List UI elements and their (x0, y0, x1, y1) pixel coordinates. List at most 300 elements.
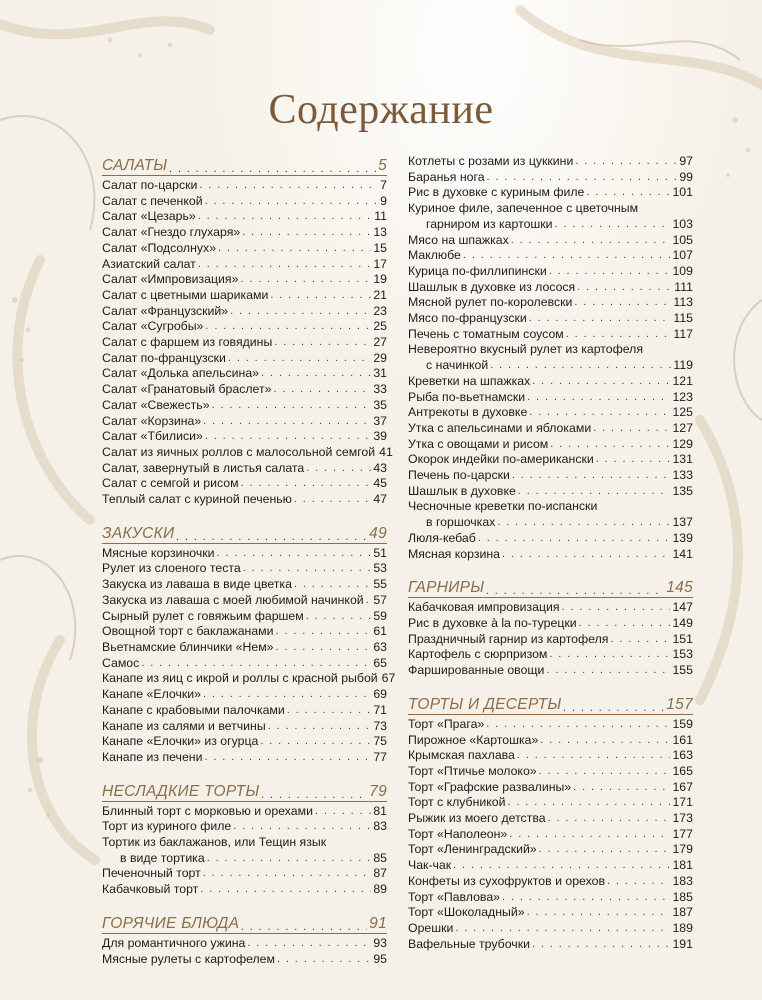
section-heading (102, 780, 387, 802)
toc-entry-title: Конфеты из сухофруктов и орехов (408, 873, 605, 888)
toc-entry-page: 15 (373, 240, 387, 255)
leader-dots (593, 421, 670, 437)
toc-entry-page: 93 (373, 935, 387, 950)
toc-entry-page: 99 (679, 169, 693, 184)
toc-entry-continuation (408, 217, 693, 233)
toc-entry-title: Сырный рулет с говяжьим фаршем (102, 608, 304, 623)
toc-entry-page: 189 (672, 920, 693, 935)
section-gap (102, 898, 387, 912)
toc-entry-title: Салат «Сугробы» (102, 319, 204, 334)
toc-entry (408, 405, 693, 421)
toc-entry-row (408, 390, 693, 406)
toc-entry (408, 390, 693, 406)
toc-entry-row (408, 921, 693, 937)
toc-entry-row (102, 288, 387, 304)
toc-entry-row (102, 461, 387, 477)
page-title: Содержание (268, 87, 494, 133)
toc-column-left (102, 154, 396, 967)
leader-dots (217, 546, 372, 562)
toc-entry (408, 600, 693, 616)
section-gap (408, 679, 693, 693)
toc-entry-title: Салат «Гранатовый браслет» (102, 382, 272, 397)
toc-entry-title: Шашлык в духовке (408, 483, 516, 498)
toc-entry-page: 9 (380, 193, 387, 208)
leader-dots (294, 492, 371, 508)
section-heading-page: 5 (378, 157, 387, 174)
leader-dots (478, 531, 671, 547)
toc-entry-title: Овощной торт с баклажанами (102, 624, 274, 639)
toc-entry-page: 61 (373, 624, 387, 639)
toc-entry-page: 103 (672, 216, 693, 231)
toc-entry-title: Картофель с сюрпризом (408, 647, 548, 662)
toc-entry-title: Торт «Шоколадный» (408, 905, 525, 920)
toc-entry (102, 952, 387, 968)
toc-entry-page: 135 (672, 483, 693, 498)
toc-entry-title: Куриное филе, запеченное с цветочным (408, 201, 639, 216)
toc-entry-title: Кабачковый торт (102, 882, 199, 897)
toc-entry-title: Кабачковая импровизация (408, 600, 560, 615)
toc-entry-page: 133 (672, 468, 693, 483)
toc-entry-title: Печень по-царски (408, 468, 510, 483)
toc-entry (408, 874, 693, 890)
toc-entry-title: Курица по-филлипински (408, 263, 547, 278)
toc-entry-row (408, 374, 693, 390)
toc-entry-title: Невероятно вкусный рулет из картофеля (408, 342, 644, 357)
toc-entry (102, 178, 387, 194)
toc-entry-row (102, 671, 396, 687)
toc-entry-page: 65 (373, 655, 387, 670)
toc-entry-page: 141 (672, 546, 693, 561)
toc-entry-title: Салат по-французски (102, 350, 226, 365)
leader-dots (550, 437, 670, 453)
toc-entry-page: 181 (672, 858, 693, 873)
leader-dots (198, 257, 371, 273)
toc-entry-title: Рыба по-вьетнамски (408, 389, 526, 404)
leader-dots (198, 209, 373, 225)
toc-entry-title: Мясные корзиночки (102, 545, 215, 560)
leader-dots (529, 405, 670, 421)
toc-entry-page: 95 (373, 951, 387, 966)
toc-entry-title: Канапе из печени (102, 749, 203, 764)
toc-entry-page: 89 (373, 882, 387, 897)
toc-entry-title: Мясные рулеты с картофелем (102, 951, 275, 966)
toc-entry-row (102, 952, 387, 968)
toc-entry-row (408, 437, 693, 453)
toc-entry-page: 121 (672, 373, 693, 388)
toc-entry-row (408, 874, 693, 890)
toc-entry (102, 936, 387, 952)
toc-entry-page: 7 (380, 178, 387, 192)
toc-entry-page: 191 (672, 936, 693, 951)
leader-dots (315, 804, 371, 820)
toc-entry-page: 109 (672, 263, 693, 278)
toc-entry (102, 366, 387, 382)
toc-entry-page: 113 (673, 295, 693, 310)
toc-entry-title: Утка с апельсинами и яблоками (408, 420, 592, 435)
toc-entry-row (102, 640, 387, 656)
toc-entry-row (102, 882, 387, 898)
toc-entry-page: 137 (672, 515, 693, 530)
toc-entry-title: Салат «Импровизация» (102, 272, 239, 287)
toc-entry (408, 248, 693, 264)
leader-dots (490, 358, 671, 374)
toc-entry-page: 119 (673, 358, 693, 373)
toc-entry-page: 187 (672, 905, 693, 920)
toc-entry-title: Салат, завернутый в листья салата (102, 460, 305, 475)
toc-entry-page: 67 (381, 671, 396, 686)
toc-entry-title: Мясная корзина (408, 546, 500, 561)
toc-entry (102, 819, 387, 835)
toc-entry-row (408, 264, 693, 280)
toc-entry-title: Канапе из яиц с икрой и роллы с красной рыбой (102, 671, 378, 686)
toc-entry-title: Окорок индейки по-американски (408, 452, 594, 467)
section-heading (408, 693, 693, 715)
leader-dots (230, 304, 371, 320)
leader-dots (366, 593, 372, 609)
toc-entry (408, 154, 693, 170)
toc-entry-row (408, 531, 693, 547)
toc-entry (408, 748, 693, 764)
toc-entry-page: 31 (373, 366, 387, 381)
leader-dots (497, 515, 670, 531)
toc-entry-row (408, 547, 693, 563)
leader-dots (306, 609, 372, 625)
toc-entry-row (102, 561, 387, 577)
leader-dots (270, 288, 371, 304)
toc-entry-row (102, 304, 387, 320)
toc-entry (102, 734, 387, 750)
toc-entry-row (408, 327, 693, 343)
toc-entry (102, 444, 393, 461)
leader-dots (509, 827, 670, 843)
toc-entry-page: 179 (672, 842, 693, 857)
toc-entry-page: 19 (373, 272, 387, 287)
leader-dots (274, 335, 371, 351)
toc-entry-title: Торт «Павлова» (408, 889, 500, 904)
leader-dots (512, 468, 671, 484)
toc-entry-page: 27 (373, 335, 387, 350)
toc-entry-row (102, 382, 387, 398)
toc-entry-row (102, 866, 387, 882)
section-heading (408, 576, 693, 598)
toc-entry-row (102, 819, 387, 835)
toc-entry-title: Торт «Ленинградский» (408, 842, 537, 857)
leader-dots (566, 327, 672, 343)
toc-entry-row (102, 492, 387, 508)
section-heading-title: ЗАКУСКИ (102, 524, 175, 542)
toc-entry-row (408, 295, 693, 311)
toc-entry-page: 75 (373, 734, 387, 749)
toc-entry (408, 795, 693, 811)
toc-entry (102, 398, 387, 414)
toc-entry-row (102, 351, 387, 367)
toc-entry-row (408, 748, 693, 764)
toc-entry (102, 624, 387, 640)
toc-entry-page: 185 (672, 889, 693, 904)
toc-entry-page: 147 (672, 600, 693, 615)
toc-entry-title: Салат с семгой и рисом (102, 476, 239, 491)
toc-entry (408, 342, 693, 373)
leader-dots (276, 640, 372, 656)
leader-dots (579, 616, 671, 632)
toc-entry (102, 561, 387, 577)
toc-entry-page: 111 (674, 279, 693, 294)
toc-entry-title-cont: гарниром из картошки (426, 216, 553, 231)
toc-entry-title: Салат «Цезарь» (102, 209, 196, 224)
toc-entry (408, 201, 693, 232)
toc-entry (408, 185, 693, 201)
leader-dots (212, 398, 372, 414)
toc-entry (408, 531, 693, 547)
toc-section (102, 522, 396, 766)
toc-entry-title: Самос (102, 655, 140, 670)
toc-entry-title: Праздничный гарнир из картофеля (408, 631, 609, 646)
leader-dots (233, 819, 371, 835)
toc-entry-row (102, 241, 387, 257)
toc-entry-row (408, 468, 693, 484)
leader-dots (532, 937, 671, 953)
toc-entry-page: 39 (373, 429, 387, 444)
leader-dots (141, 656, 371, 672)
toc-entry (408, 890, 693, 906)
toc-entry-row (408, 905, 693, 921)
toc-entry-row (102, 272, 387, 288)
toc-entry-row (408, 185, 693, 201)
toc-entry-title: Торт из куриного филе (102, 819, 232, 834)
toc-entry (102, 750, 387, 766)
toc-entry (102, 609, 387, 625)
leader-dots (486, 717, 670, 733)
toc-entry-continuation (102, 851, 387, 867)
leader-dots (207, 851, 372, 867)
toc-entry (102, 272, 387, 288)
toc-entry-page: 123 (672, 389, 693, 404)
leader-dots (203, 414, 371, 430)
toc-entry-row (408, 311, 693, 327)
toc-entry-row (408, 421, 693, 437)
toc-entry-row (408, 170, 693, 186)
toc-entry-row (408, 717, 693, 733)
toc-entry-page: 35 (373, 397, 387, 412)
toc-entry-row (408, 647, 693, 663)
toc-entry-page: 173 (672, 811, 693, 826)
toc-entry-title: Салат «Долька апельсина» (102, 366, 260, 381)
toc-entry-page: 149 (672, 615, 693, 630)
toc-section (408, 154, 693, 562)
toc-entry-row (408, 484, 693, 500)
toc-entry-row (408, 811, 693, 827)
toc-entry-row (408, 632, 693, 648)
toc-entry (102, 241, 387, 257)
toc-entry-page: 73 (373, 718, 387, 733)
leader-dots (294, 577, 371, 593)
toc-entry-row (102, 804, 387, 820)
leader-dots (241, 476, 372, 492)
leader-dots (549, 647, 670, 663)
toc-entry-page: 105 (672, 232, 693, 247)
leader-dots (562, 600, 671, 616)
toc-entry-page: 83 (373, 819, 387, 834)
toc-entry (102, 257, 387, 273)
toc-entry-page: 167 (672, 779, 693, 794)
section-heading-page: 91 (369, 914, 387, 932)
toc-entry (102, 882, 387, 898)
toc-entry-title: Тортик из баклажанов, или Тещин язык (102, 835, 327, 850)
toc-entry (102, 866, 387, 882)
toc-entry-row (102, 577, 387, 593)
toc-entry-title: Закуска из лаваша в виде цветка (102, 577, 292, 592)
leader-dots (507, 795, 670, 811)
leader-dots (596, 452, 671, 468)
toc-entry-page: 159 (672, 716, 693, 731)
toc-entry-page: 41 (379, 444, 393, 459)
leader-dots (539, 842, 671, 858)
toc-entry (102, 319, 387, 335)
toc-entry (102, 429, 387, 445)
toc-entry-title: Салат с цветными шариками (102, 287, 269, 302)
toc-entry (102, 209, 387, 225)
toc-entry-page: 171 (672, 795, 693, 810)
toc-entry (102, 703, 387, 719)
toc-entry-page: 21 (373, 287, 387, 302)
leader-dots (529, 311, 672, 327)
toc-entry-page: 107 (672, 248, 693, 263)
leader-dots (607, 874, 670, 890)
toc-entry-row (408, 248, 693, 264)
toc-entry-continuation (408, 515, 693, 531)
toc-entry-title: Крымская пахлава (408, 748, 515, 763)
toc-entry-page: 139 (672, 530, 693, 545)
toc-entry-row (102, 936, 387, 952)
toc-entry-title: Салат «Свежесть» (102, 397, 210, 412)
toc-entry-title: Баранья нога (408, 169, 485, 184)
toc-entry-title: Маклюбе (408, 248, 461, 263)
toc-entry (408, 421, 693, 437)
section-heading-page: 49 (369, 524, 387, 542)
toc-entry-title: Рис в духовке à la по-турецки (408, 615, 577, 630)
toc-entry-row (102, 593, 387, 609)
toc-entry-row (102, 257, 387, 273)
toc-entry-title: Салат «Подсолнух» (102, 240, 217, 255)
toc-entry-page: 53 (373, 561, 387, 576)
toc-entry (408, 937, 693, 953)
toc-entry (408, 663, 693, 679)
toc-entry-title: Рулет из слоеного теста (102, 561, 241, 576)
leader-dots (205, 429, 371, 445)
toc-entry-row (102, 476, 387, 492)
toc-entry-page: 23 (373, 303, 387, 318)
toc-entry (408, 452, 693, 468)
toc-entry (102, 546, 387, 562)
leader-dots (574, 295, 671, 311)
toc-entry (408, 717, 693, 733)
toc-entry-row (102, 734, 387, 750)
toc-entry (408, 468, 693, 484)
toc-entry-page: 129 (672, 436, 693, 451)
leader-dots (228, 351, 371, 367)
section-gap (102, 766, 387, 780)
section-heading-page: 157 (666, 695, 693, 713)
toc-entry-row (408, 858, 693, 874)
toc-entry-row (408, 616, 693, 632)
toc-entry-title: Торт «Прага» (408, 716, 485, 731)
toc-entry (408, 499, 693, 530)
toc-entry (408, 484, 693, 500)
toc-entry-row (102, 719, 387, 735)
toc-entry-row (102, 414, 387, 430)
toc-entry-title: Чесночные креветки по-испански (408, 499, 598, 514)
toc-entry-title: Люля-кебаб (408, 530, 476, 545)
toc-entry-title: Теплый салат с куриной печенью (102, 492, 292, 507)
toc-entry-page: 57 (373, 592, 387, 607)
toc-entry (102, 351, 387, 367)
section-heading (102, 522, 387, 544)
toc-entry-row (408, 842, 693, 858)
toc-entry-page: 33 (373, 382, 387, 397)
leader-dots (610, 632, 670, 648)
toc-entry (408, 280, 693, 296)
leader-dots (306, 461, 371, 477)
toc-entry-page: 97 (679, 154, 693, 168)
leader-dots (549, 264, 671, 280)
leader-dots (277, 952, 371, 968)
toc-entry-title: Канапе «Елочки» (102, 687, 201, 702)
toc-entry-title: Пирожное «Картошка» (408, 732, 539, 747)
leader-dots (546, 663, 670, 679)
toc-entry-page: 161 (672, 732, 693, 747)
toc-entry-page: 37 (373, 413, 387, 428)
leader-dots (287, 703, 372, 719)
toc-entry-row (102, 398, 387, 414)
toc-entry-title: Шашлык в духовке из лосося (408, 279, 576, 294)
toc-entry-page: 25 (373, 319, 387, 334)
leader-dots (453, 858, 670, 874)
toc-entry-title: Салат с фаршем из говядины (102, 335, 273, 350)
toc-entry-row (102, 750, 387, 766)
toc-entry-title: Вьетнамские блинчики «Нем» (102, 639, 274, 654)
section-heading-title: НЕСЛАДКИЕ ТОРТЫ (102, 782, 260, 800)
toc-entry-row (408, 937, 693, 953)
toc-entry-page: 55 (373, 577, 387, 592)
toc-entry-row (408, 764, 693, 780)
toc-entry (102, 492, 387, 508)
toc-entry-title: Орешки (408, 920, 454, 935)
leader-dots (240, 272, 371, 288)
toc-entry (102, 640, 387, 656)
toc-entry-title: Салат «Гнездо глухаря» (102, 225, 241, 240)
toc-entry (408, 547, 693, 563)
leader-dots (527, 390, 670, 406)
leader-dots (261, 366, 371, 382)
toc-entry-row (408, 733, 693, 749)
toc-entry-title: Канапе из салями и ветчины (102, 718, 266, 733)
toc-entry-title: Антрекоты в духовке (408, 405, 528, 420)
toc-entry (408, 170, 693, 186)
toc-entry (408, 858, 693, 874)
leader-dots (575, 154, 677, 170)
leader-dots (511, 233, 671, 249)
toc-entry-row (102, 703, 387, 719)
leader-dots (262, 789, 368, 801)
leader-dots (564, 702, 665, 714)
toc-entry-page: 11 (374, 209, 387, 224)
toc-entry-page: 43 (373, 460, 387, 475)
toc-entry-row (408, 890, 693, 906)
toc-entry (102, 335, 387, 351)
leader-dots (573, 780, 670, 796)
toc-entry (102, 382, 387, 398)
leader-dots (539, 764, 671, 780)
